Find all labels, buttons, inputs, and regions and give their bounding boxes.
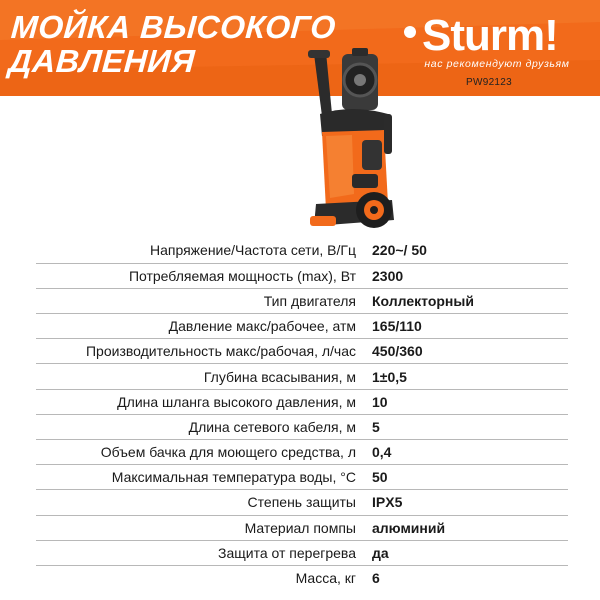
spec-value: 1±0,5 (366, 364, 568, 389)
spec-value: 6 (372, 570, 380, 587)
spec-row (36, 288, 568, 313)
spec-row (36, 339, 568, 364)
brand-name: Sturm! (422, 11, 558, 60)
spec-value: 10 (366, 389, 568, 414)
title-line-2: ДАВЛЕНИЯ (7, 43, 197, 79)
spec-row (36, 263, 568, 288)
spec-label: Степень защиты (36, 490, 366, 515)
spec-row (36, 389, 568, 414)
page-title (8, 10, 337, 78)
spec-label: Материал помпы (36, 515, 366, 540)
spec-label: Давление макс/рабочее, атм (36, 314, 366, 339)
spec-value: Коллекторный (366, 288, 568, 313)
spec-value: 50 (366, 465, 568, 490)
spec-row (36, 465, 568, 490)
spec-label: Длина шланга высокого давления, м (36, 389, 366, 414)
model-number: PW92123 (466, 77, 513, 88)
spec-value: IPX5 (366, 490, 568, 515)
spec-row (36, 440, 568, 465)
title-line-1: МОЙКА ВЫСОКОГО (9, 9, 338, 45)
spec-row (36, 565, 568, 590)
spec-row (36, 314, 568, 339)
spec-label: Объем бачка для моющего средства, л (36, 440, 366, 465)
spec-label: Глубина всасывания, м (36, 364, 366, 389)
brand-slogan: нас рекомендуют друзьям (424, 58, 570, 70)
spec-value: 220~/ 50 (366, 238, 568, 263)
specs-table (36, 238, 568, 591)
spec-label: Напряжение/Частота сети, В/Гц (36, 238, 366, 263)
spec-value: 165/110 (366, 314, 568, 339)
spec-value: 5 (366, 414, 568, 439)
spec-value: 450/360 (366, 339, 568, 364)
spec-label: Масса, кг (295, 570, 356, 587)
spec-label: Максимальная температура воды, °С (36, 465, 366, 490)
spec-label: Длина сетевого кабеля, м (36, 414, 366, 439)
pressure-washer-image (292, 44, 412, 234)
spec-label: Защита от перегрева (36, 540, 366, 565)
spec-row (36, 414, 568, 439)
spec-label: Тип двигателя (36, 288, 366, 313)
spec-value: алюминий (366, 515, 568, 540)
spec-row (36, 238, 568, 263)
brand-dot-icon (404, 26, 416, 38)
spec-value: 0,4 (366, 440, 568, 465)
spec-row (36, 490, 568, 515)
spec-label: Потребляемая мощность (max), Вт (36, 263, 366, 288)
brand-logo (404, 11, 558, 60)
spec-label: Производительность макс/рабочая, л/час (36, 339, 366, 364)
spec-value: да (366, 540, 568, 565)
spec-row (36, 515, 568, 540)
spec-value: 2300 (366, 263, 568, 288)
spec-row (36, 364, 568, 389)
spec-row (36, 540, 568, 565)
